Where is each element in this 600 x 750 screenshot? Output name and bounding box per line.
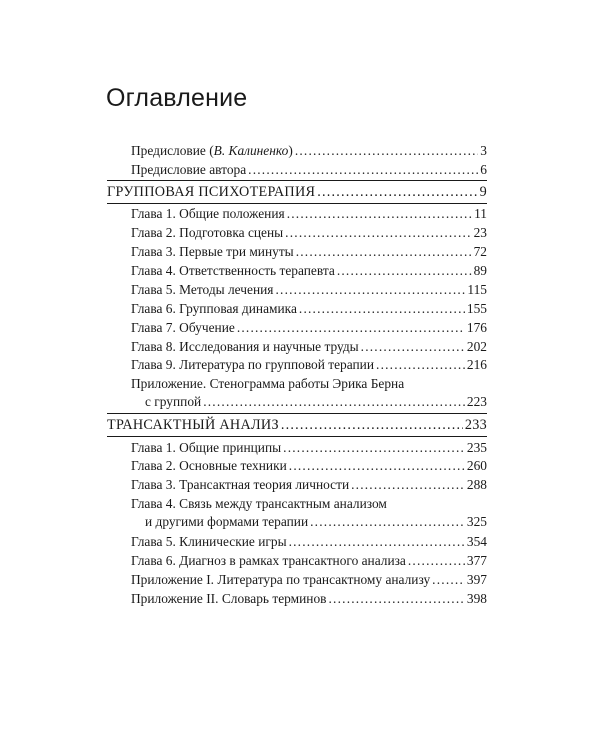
toc-entry-page: 3 (480, 143, 487, 158)
toc-entry-page: 115 (467, 281, 487, 297)
toc-entry[interactable] (107, 356, 487, 375)
toc-entry-label-line1: Глава 4. Связь между трансактным анализом (131, 496, 387, 512)
toc-section-page: 233 (464, 417, 487, 434)
toc-entry-label: Предисловие (В. Калиненко) (131, 143, 293, 158)
toc-entry[interactable] (107, 262, 487, 281)
toc-entry-page: 235 (466, 439, 487, 455)
toc-section-label: ТРАНСАКТНЫЙ АНАЛИЗ (107, 417, 279, 434)
dot-leader (295, 142, 478, 160)
dot-leader (283, 439, 465, 457)
toc-entry-page: 354 (466, 534, 487, 550)
dot-leader (203, 393, 465, 411)
dot-leader (351, 476, 465, 494)
dot-leader (237, 319, 465, 337)
toc-entry-label: Глава 1. Общие положения (131, 206, 285, 222)
toc-entry-label: Глава 8. Исследования и научные труды (131, 338, 359, 354)
toc-entry-label: Глава 6. Диагноз в рамках трансактного анализа (131, 552, 406, 568)
table-of-contents (107, 142, 487, 609)
dot-leader (337, 262, 472, 280)
toc-entry-page: 176 (466, 319, 487, 335)
dot-leader (299, 300, 465, 318)
toc-entry-appendix-transcript[interactable] (107, 375, 487, 413)
toc-entry[interactable] (107, 590, 487, 609)
dot-leader (281, 415, 463, 435)
toc-entry[interactable] (107, 205, 487, 224)
toc-entry[interactable] (107, 476, 487, 495)
toc-entry-label: Приложение II. Словарь терминов (131, 590, 327, 606)
dot-leader (248, 161, 478, 179)
toc-entry[interactable] (107, 281, 487, 300)
toc-entry-page: 325 (466, 514, 487, 530)
toc-entry[interactable] (107, 338, 487, 357)
toc-entry-label: Глава 4. Ответственность терапевта (131, 262, 335, 278)
toc-entry-chapter4[interactable] (107, 495, 487, 533)
toc-entry-label: Глава 1. Общие принципы (131, 439, 282, 455)
toc-entry-label: Глава 5. Методы лечения (131, 281, 274, 297)
toc-entry-page: 6 (480, 161, 487, 177)
toc-entry-page: 398 (466, 590, 487, 606)
dot-leader (376, 356, 465, 374)
dot-leader (287, 205, 472, 223)
dot-leader (289, 457, 465, 475)
toc-entry-page: 89 (473, 262, 487, 278)
toc-entry-label: Глава 6. Групповая динамика (131, 300, 297, 316)
toc-entry[interactable] (107, 439, 487, 458)
toc-entry-page: 216 (466, 357, 487, 373)
toc-entry-label: Глава 5. Клинические игры (131, 534, 287, 550)
section-transactional-analysis (107, 413, 487, 437)
toc-entry-label: Глава 3. Первые три минуты (131, 244, 294, 260)
toc-section-page: 9 (479, 183, 487, 200)
toc-entry[interactable] (107, 552, 487, 571)
toc-entry[interactable] (107, 571, 487, 590)
toc-entry-label: Глава 2. Основные техники (131, 458, 287, 474)
dot-leader (361, 338, 465, 356)
toc-entry[interactable] (107, 457, 487, 476)
toc-entry[interactable] (107, 533, 487, 552)
dot-leader (285, 224, 471, 242)
toc-entry-label: Приложение I. Литература по трансактному анализу (131, 571, 431, 587)
toc-section-heading[interactable] (107, 180, 487, 204)
dot-leader (329, 590, 465, 608)
toc-entry-page: 288 (466, 477, 487, 493)
dot-leader (296, 243, 472, 261)
toc-entry-page: 223 (466, 394, 487, 410)
dot-leader (289, 533, 465, 551)
page-title: Оглавление (106, 84, 248, 112)
dot-leader (275, 281, 465, 299)
dot-leader (310, 513, 465, 531)
toc-entry-page: 202 (466, 338, 487, 354)
toc-entry-page: 72 (473, 244, 487, 260)
toc-entry-label: Глава 9. Литература по групповой терапии (131, 357, 375, 373)
toc-entry-label: Глава 3. Трансактная теория личности (131, 477, 350, 493)
toc-entry-page: 260 (466, 458, 487, 474)
toc-entry[interactable] (107, 300, 487, 319)
section-bottom-rule (107, 203, 487, 204)
toc-section-label: ГРУППОВАЯ ПСИХОТЕРАПИЯ (107, 183, 316, 200)
toc-entry-label: Глава 2. Подготовка сцены (131, 225, 284, 241)
toc-entry-label: Предисловие автора (131, 161, 247, 177)
toc-section-heading[interactable] (107, 413, 487, 437)
toc-entry-label-line2: с группой (145, 394, 202, 410)
toc-entry-label-line1: Приложение. Стенограмма работы Эрика Берна (131, 376, 405, 392)
toc-entry-page: 23 (473, 225, 487, 241)
toc-entry[interactable] (107, 224, 487, 243)
toc-entry[interactable] (107, 319, 487, 338)
toc-entry-page: 11 (474, 206, 487, 222)
toc-entry-page: 377 (466, 552, 487, 568)
dot-leader (432, 571, 465, 589)
toc-entry-page: 155 (466, 300, 487, 316)
toc-entry-foreword-editor[interactable] (107, 142, 487, 161)
toc-entry-page: 397 (466, 571, 487, 587)
toc-entry-label-line2: и другими формами терапии (145, 514, 309, 530)
toc-entry-foreword-author[interactable] (107, 161, 487, 180)
toc-entry-label: Глава 7. Обучение (131, 319, 235, 335)
section-group-psychotherapy (107, 180, 487, 204)
dot-leader (317, 182, 477, 202)
section-bottom-rule (107, 436, 487, 437)
toc-entry[interactable] (107, 243, 487, 262)
dot-leader (408, 552, 465, 570)
